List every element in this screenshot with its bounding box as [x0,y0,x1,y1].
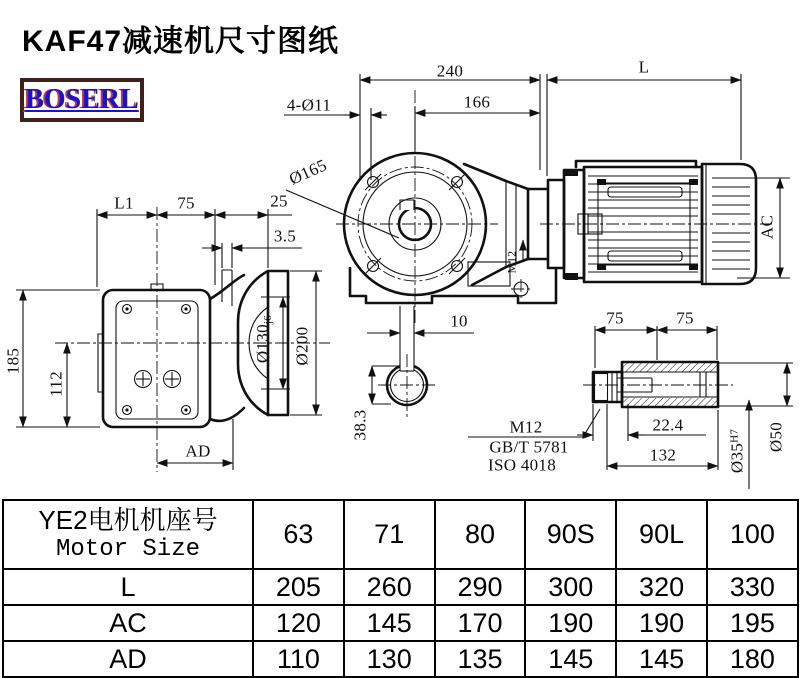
cell: 190 [616,605,707,641]
note-standard-gb: GB/T 5781 [489,437,569,457]
table-row-L [3,569,798,605]
dim-166: 166 [463,92,491,112]
dim-plug-m12: M12 [506,250,519,274]
cell: 195 [707,605,798,641]
cell: 300 [525,569,616,605]
dim-flange-dia-200: Ø200 [292,326,312,366]
cell: 205 [253,569,344,605]
cell: 260 [344,569,435,605]
dim-185: 185 [3,347,23,375]
bore-tolerance: H7 [728,428,741,443]
row-label: AC [3,605,253,641]
cell: 130 [344,641,435,677]
hollow-shaft-linework [577,326,793,489]
dim-132: 132 [649,445,677,465]
dim-L: L [638,57,650,77]
front-view-dimension-lines [284,74,790,278]
dim-3-5: 3.5 [273,226,297,246]
table-row-AC [3,605,798,641]
note-bolt-m12: M12 [509,417,543,437]
header-motor-size [3,500,253,569]
column-header: 100 [707,500,798,569]
cell: 145 [344,605,435,641]
page-title: KAF47减速机尺寸图纸 [22,25,340,58]
column-header: 90L [616,500,707,569]
dim-AC: AC [757,214,777,240]
cell: 170 [435,605,526,641]
row-label: L [3,569,253,605]
motor-size-table [2,499,799,678]
dim-22-4: 22.4 [652,415,684,435]
cell: 110 [253,641,344,677]
cell: 290 [435,569,526,605]
dim-L1: L1 [114,193,134,213]
cell: 190 [525,605,616,641]
dim-240: 240 [436,61,464,81]
dim-keyway-depth-38-3: 38.3 [350,409,370,441]
cell: 120 [253,605,344,641]
header-motor-size-cn: YE2电机机座号 [38,504,218,535]
cell: 145 [616,641,707,677]
dim-75-side: 75 [177,193,195,213]
dim-75-b: 75 [676,308,694,328]
column-header: 71 [344,500,435,569]
dim-outer-dia-50: Ø50 [766,421,786,453]
dim-112: 112 [46,371,66,397]
dim-bore-dia-35: $Ø35^{H7}$ [727,428,747,474]
cell: 145 [525,641,616,677]
cell: 180 [707,641,798,677]
column-header: 80 [435,500,526,569]
dim-keyway-width-10: 10 [450,311,468,331]
table-header-row [3,500,798,569]
shaft-section-linework [367,306,600,437]
front-view-linework [336,90,772,328]
cell: 330 [707,569,798,605]
column-header: 90S [525,500,616,569]
column-header: 63 [253,500,344,569]
row-label: AD [3,641,253,677]
side-view-linework [55,207,330,472]
dim-flange-dia-165: Ø165 [286,155,330,189]
dim-pilot-dia-130: $Ø130_{j6}$ [253,314,274,364]
dim-AD: AD [185,441,211,461]
header-motor-size-en: Motor Size [55,535,201,563]
dim-25: 25 [270,191,288,211]
note-standard-iso: ISO 4018 [487,455,557,475]
brand-logo-text: BOSERL [25,84,139,115]
cell: 135 [435,641,526,677]
table-row-AD [3,641,798,677]
dim-bolt-holes: 4-Ø11 [286,95,332,115]
cell: 320 [616,569,707,605]
dim-75-a: 75 [606,308,624,328]
pilot-tolerance: j6 [262,314,274,325]
side-view-dimension-lines [16,209,322,470]
